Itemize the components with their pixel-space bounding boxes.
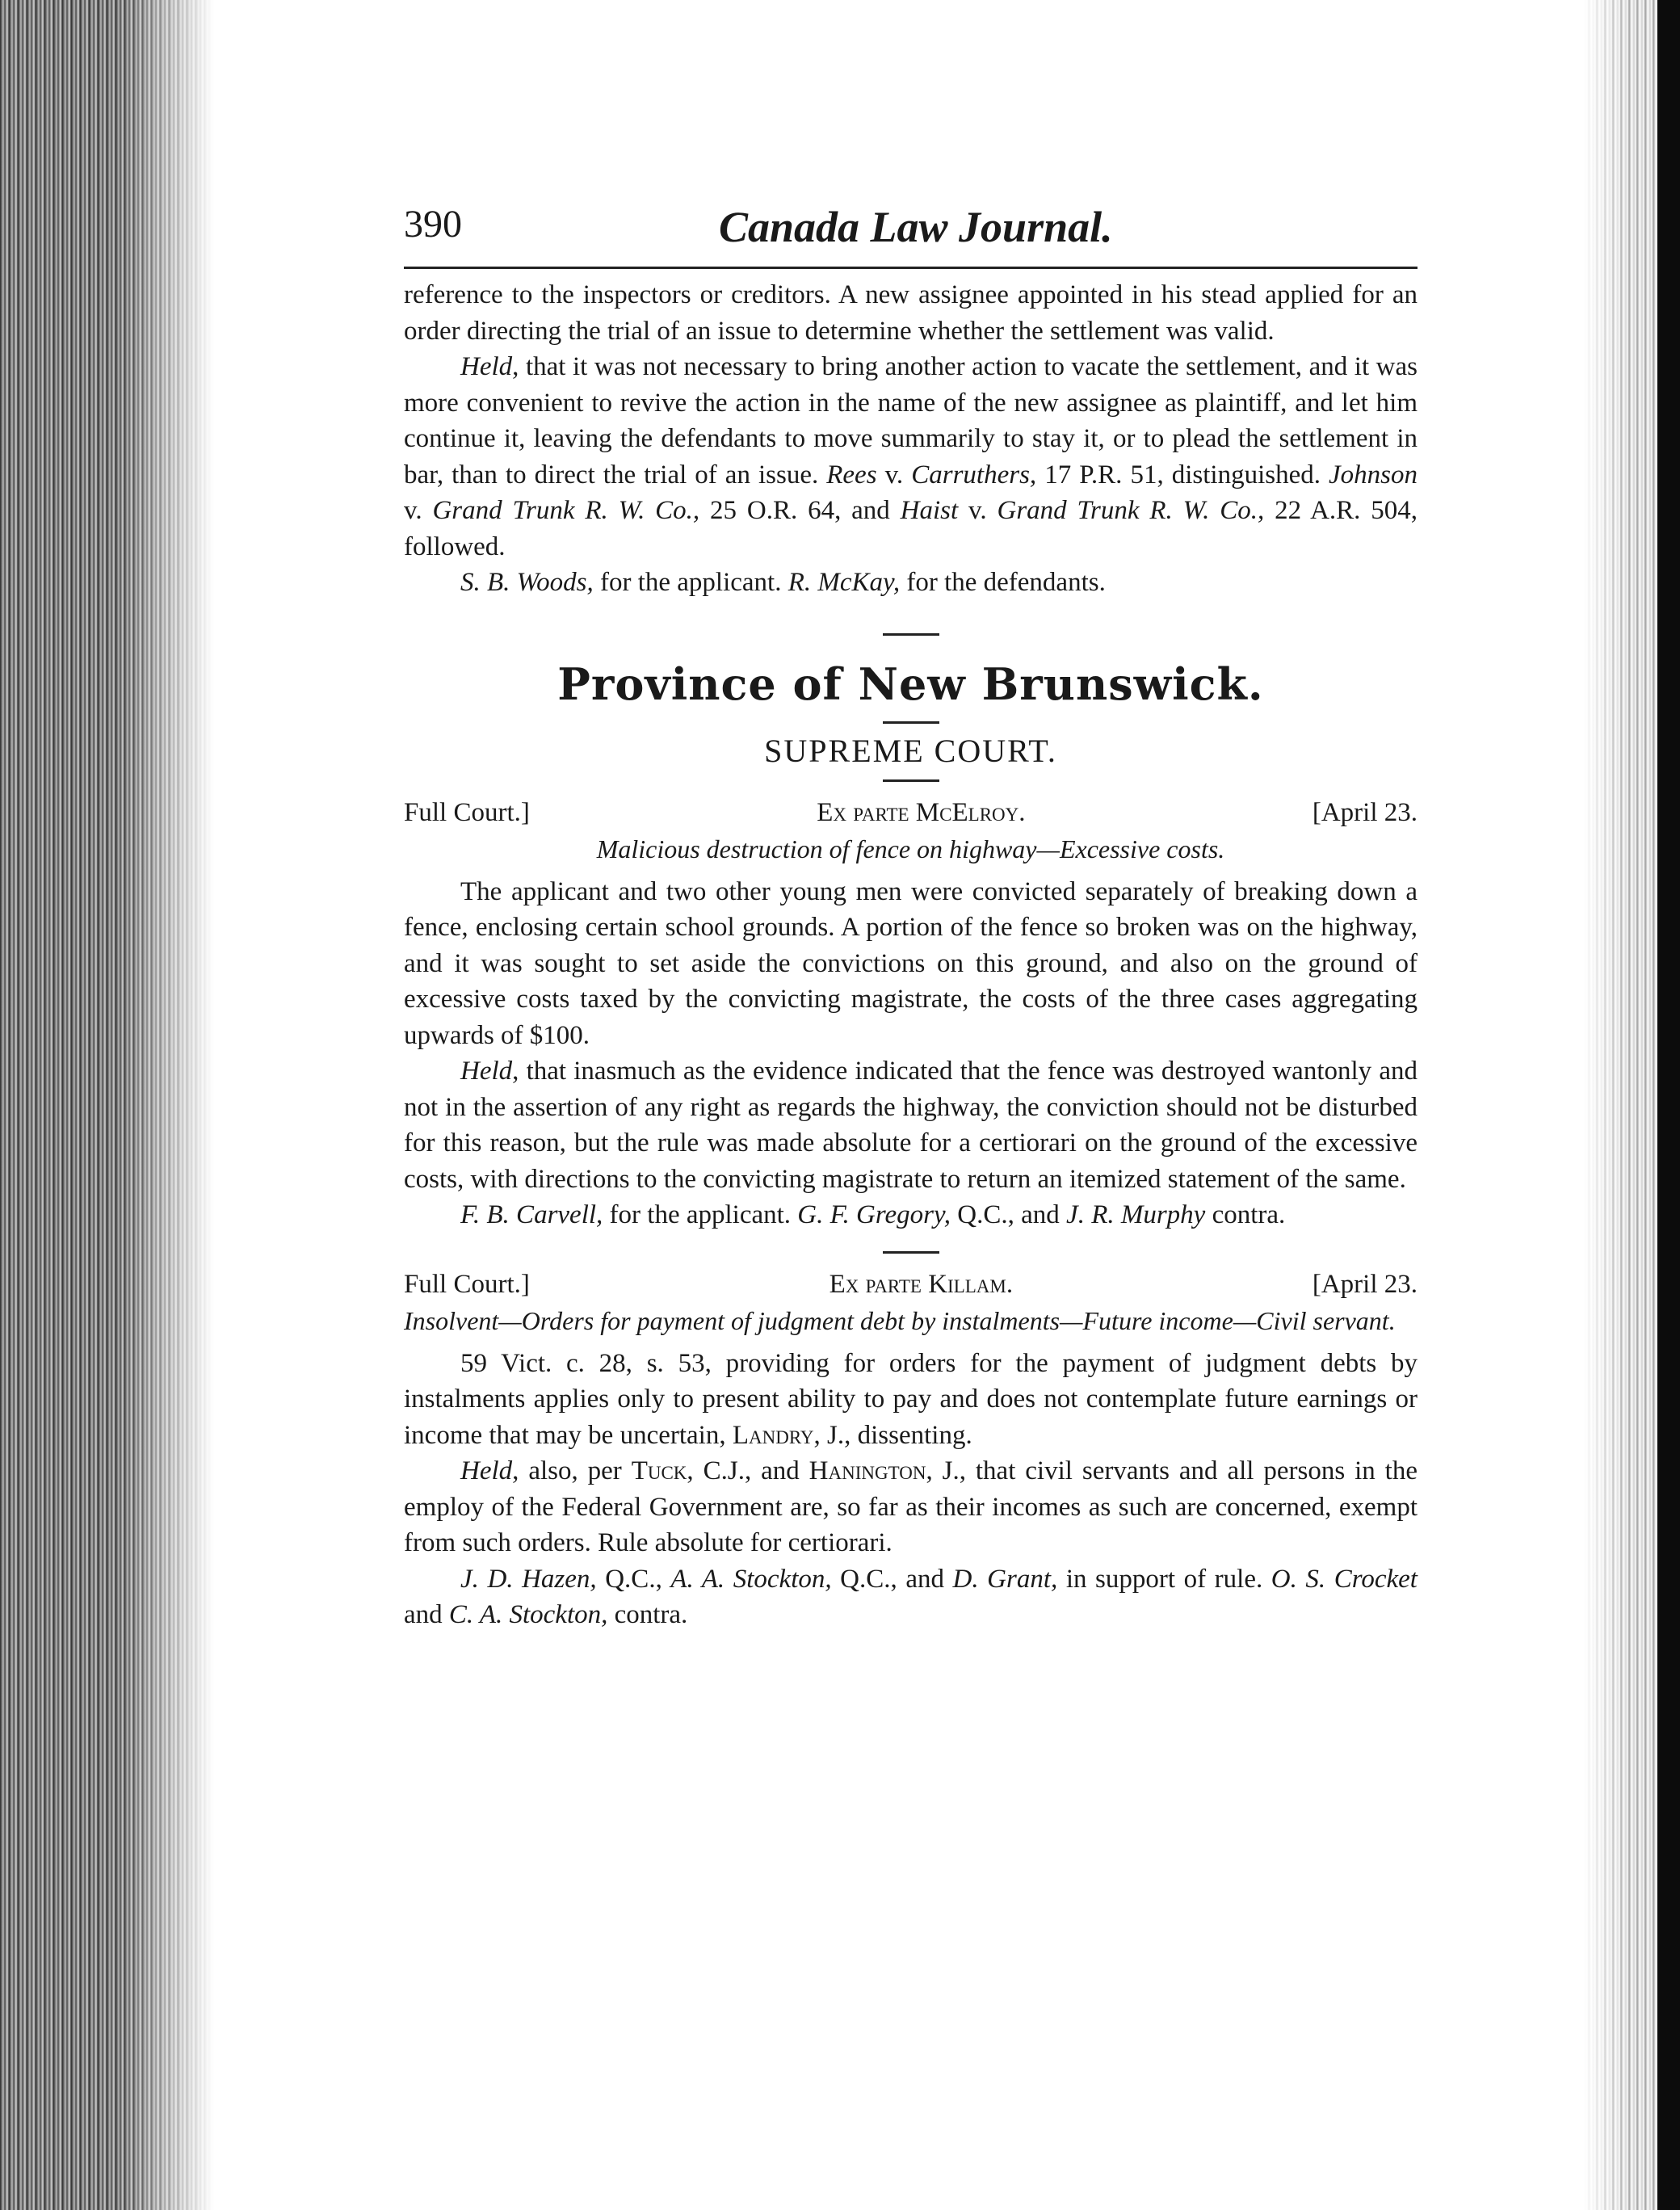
- counsel-line: S. B. Woods, for the applicant. R. McKay, for the defendants.: [460, 568, 1106, 597]
- case-date: [April 23.: [1312, 1269, 1418, 1299]
- bench: Full Court.]: [404, 797, 530, 827]
- paragraph: Held, that it was not necessary to bring another action to vacate the settlement, and it was more convenient to revive the action in the name of the new assignee as plaintiff, and let him continue it, leaving the defendants to move summarily to stay it, or to plead the settlement in bar, than to direct the trial of an issue. Rees v. Carruthers, 17 P.R. 51, distinguished. Johnson v. Grand Trunk R. W. Co., 25 O.R. 64, and Haist v. Grand Trunk R. W. Co., 22 A.R. 504, followed.: [404, 352, 1418, 561]
- paragraph: reference to the inspectors or creditors. A new assignee appointed in his stead applied for an order directing the trial of an issue to determine whether the settlement was valid.: [404, 280, 1418, 346]
- paragraph: Held, also, per Tuck, C.J., and Hanington, J., that civil servants and all persons in the employ of the Federal Government are, so far as their incomes as such are concerned, exempt from such orders. Rule absolute for certiorari.: [404, 1456, 1418, 1557]
- divider: [883, 1251, 939, 1254]
- case-header: [404, 1265, 1418, 1304]
- running-head: [404, 202, 1418, 269]
- journal-page: [404, 202, 1418, 1633]
- case-mcelroy: [404, 793, 1418, 1233]
- divider: [883, 633, 939, 636]
- journal-title: Canada Law Journal.: [719, 203, 1113, 251]
- divider: [883, 721, 939, 724]
- paragraph: The applicant and two other young men were convicted separately of breaking down a fence, enclosing certain school grounds. A portion of the fence so broken was on the highway, and it was sought to set aside the convictions on this ground, and also on the ground of excessive costs taxed by the convicting magistrate, the costs of the three cases aggregating upwards of $100.: [404, 876, 1418, 1050]
- headnote: Malicious destruction of fence on highway—Excessive costs.: [596, 834, 1225, 863]
- counsel-line: J. D. Hazen, Q.C., A. A. Stockton, Q.C., and D. Grant, in support of rule. O. S. Crocket and C. A. Stockton, contra.: [404, 1564, 1418, 1629]
- paragraph: Held, that inasmuch as the evidence indicated that the fence was destroyed wantonly and not in the assertion of any right as regards the highway, the conviction should not be disturbed for this reason, but the rule was made absolute for a certiorari on the ground of the excessive costs, with directions to the convicting magistrate to return an itemized statement of the same.: [404, 1057, 1418, 1194]
- court-heading: SUPREME COURT.: [764, 732, 1057, 769]
- section-heading: Province of New Brunswick.: [557, 658, 1264, 710]
- page-number: 390: [404, 203, 462, 246]
- counsel-line: F. B. Carvell, for the applicant. G. F. Gregory, Q.C., and J. R. Murphy contra.: [460, 1200, 1286, 1229]
- case-name: Ex parte McElroy.: [817, 797, 1026, 827]
- top-case: [404, 277, 1418, 601]
- paragraph: 59 Vict. c. 28, s. 53, providing for orders for the payment of judgment debts by instalments applies only to present ability to pay and does not contemplate future earnings or income that may be uncertain, Landry, J., dissenting.: [404, 1348, 1418, 1450]
- divider: [883, 779, 939, 782]
- bench: Full Court.]: [404, 1269, 530, 1299]
- case-name: Ex parte Killam.: [829, 1269, 1014, 1299]
- scan-left-edge: [0, 0, 214, 2210]
- case-header: [404, 793, 1418, 832]
- headnote: Insolvent—Orders for payment of judgment debt by instalments—Future income—Civil servant.: [404, 1305, 1396, 1335]
- case-killam: [404, 1265, 1418, 1633]
- case-date: [April 23.: [1312, 797, 1418, 827]
- scan-right-edge: [1583, 0, 1680, 2210]
